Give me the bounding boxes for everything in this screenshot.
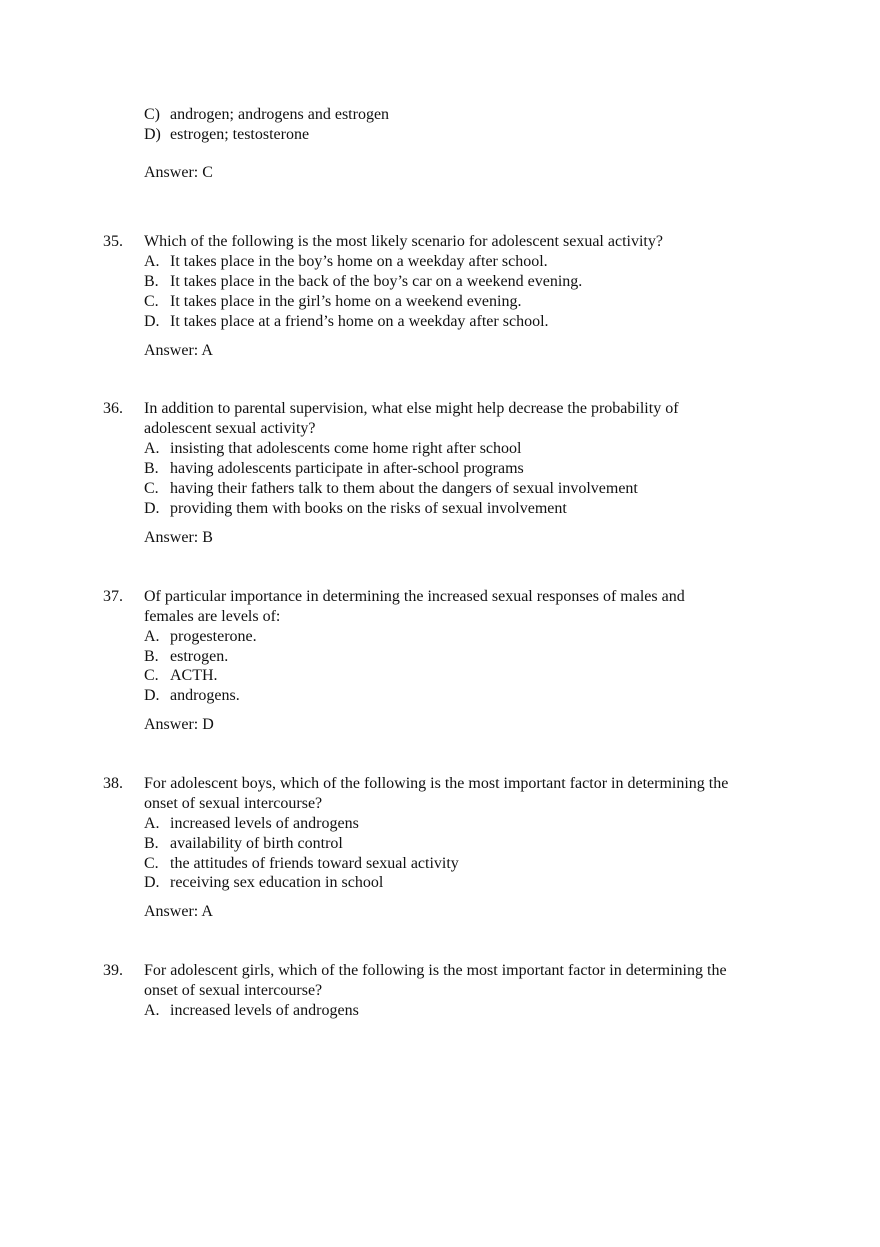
option-b	[144, 834, 343, 854]
option-text: availability of birth control	[170, 835, 343, 852]
option-letter: C.	[144, 480, 159, 497]
option-text: estrogen; testosterone	[170, 126, 310, 143]
option-text: receiving sex education in school	[170, 874, 384, 891]
option-letter: C)	[144, 106, 160, 123]
option-letter: D)	[144, 126, 161, 143]
option-text: the attitudes of friends toward sexual activity	[170, 855, 459, 872]
option-c	[144, 666, 218, 686]
option-c	[144, 854, 459, 874]
option-letter: D.	[144, 687, 160, 704]
option-text: It takes place at a friend’s home on a weekday after school.	[170, 313, 549, 330]
option-c	[144, 479, 638, 499]
option-c	[144, 105, 389, 125]
option-text: androgen; androgens and estrogen	[170, 106, 390, 123]
option-letter: D.	[144, 313, 160, 330]
option-letter: A.	[144, 440, 160, 457]
answer-line: Answer: B	[144, 529, 213, 546]
question-stem-line: onset of sexual intercourse?	[144, 982, 323, 999]
option-d	[144, 499, 567, 519]
option-a	[144, 252, 548, 272]
option-letter: A.	[144, 253, 160, 270]
question-number: 37.	[103, 588, 123, 605]
option-b	[144, 459, 524, 479]
option-letter: B.	[144, 460, 159, 477]
option-text: progesterone.	[170, 628, 257, 645]
option-text: providing them with books on the risks of sexual involvement	[170, 500, 567, 517]
question-stem-line: Of particular importance in determining the increased sexual responses of males and	[144, 588, 685, 605]
question-stem-line: females are levels of:	[144, 608, 281, 625]
option-letter: B.	[144, 648, 159, 665]
option-letter: A.	[144, 1002, 160, 1019]
question-number: 35.	[103, 233, 123, 250]
option-letter: A.	[144, 628, 160, 645]
option-text: ACTH.	[170, 667, 218, 684]
option-a	[144, 1001, 359, 1021]
question-number: 39.	[103, 962, 123, 979]
option-c	[144, 292, 521, 312]
option-text: It takes place in the back of the boy’s car on a weekend evening.	[170, 273, 583, 290]
option-d	[144, 312, 549, 332]
option-letter: C.	[144, 667, 159, 684]
option-text: androgens.	[170, 687, 240, 704]
option-text: insisting that adolescents come home right after school	[170, 440, 522, 457]
option-letter: A.	[144, 815, 160, 832]
option-b	[144, 272, 582, 292]
answer-line: Answer: C	[144, 164, 213, 181]
option-text: having their fathers talk to them about the dangers of sexual involvement	[170, 480, 638, 497]
option-text: It takes place in the boy’s home on a weekday after school.	[170, 253, 548, 270]
option-a	[144, 439, 521, 459]
answer-line: Answer: A	[144, 342, 213, 359]
question-number: 38.	[103, 775, 123, 792]
option-letter: D.	[144, 500, 160, 517]
option-b	[144, 647, 228, 667]
option-text: increased levels of androgens	[170, 1002, 359, 1019]
question-stem-line: For adolescent girls, which of the following is the most important factor in determining the	[144, 962, 727, 979]
option-letter: C.	[144, 855, 159, 872]
option-a	[144, 627, 257, 647]
option-letter: B.	[144, 835, 159, 852]
question-number: 36.	[103, 400, 123, 417]
option-text: having adolescents participate in after-school programs	[170, 460, 524, 477]
answer-line: Answer: A	[144, 903, 213, 920]
option-text: estrogen.	[170, 648, 229, 665]
answer-line: Answer: D	[144, 716, 214, 733]
option-a	[144, 814, 359, 834]
question-stem-line: adolescent sexual activity?	[144, 420, 316, 437]
question-stem-line: For adolescent boys, which of the following is the most important factor in determining the	[144, 775, 729, 792]
option-text: increased levels of androgens	[170, 815, 359, 832]
question-stem-line: In addition to parental supervision, what else might help decrease the probability of	[144, 400, 679, 417]
option-letter: B.	[144, 273, 159, 290]
option-text: It takes place in the girl’s home on a weekend evening.	[170, 293, 522, 310]
option-d	[144, 873, 383, 893]
question-stem-line: Which of the following is the most likely scenario for adolescent sexual activity?	[144, 233, 663, 250]
option-d	[144, 125, 309, 145]
option-d	[144, 686, 240, 706]
question-stem-line: onset of sexual intercourse?	[144, 795, 323, 812]
option-letter: D.	[144, 874, 160, 891]
option-letter: C.	[144, 293, 159, 310]
